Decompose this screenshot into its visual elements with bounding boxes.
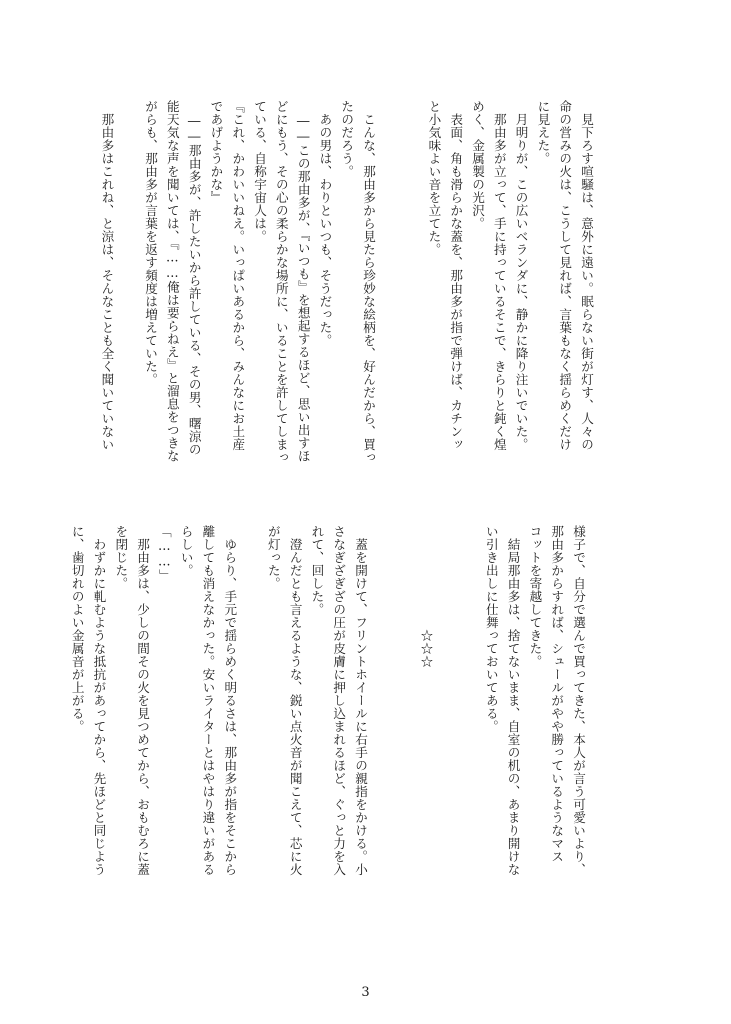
text-line: 澄んだとも言えるような、鋭い点火音が聞こえて、芯に火 — [287, 525, 303, 876]
text-line: 那由多が立って、手に持っているそこで、きらりと鈍く煌 — [491, 100, 507, 451]
text-line — [436, 525, 458, 876]
text-line — [379, 100, 401, 464]
page-number: 3 — [361, 985, 370, 1000]
text-line: わずかに軋むような抵抗があってから、先ほどと同じよう — [91, 525, 107, 876]
text-line: コットを寄越してきた。 — [527, 525, 543, 668]
text-line: 那由多はこれね、と涼は、そんなことも全く聞いていない — [99, 100, 115, 451]
text-line: 結局那由多は、捨てないまま、自室の机の、あまり開けな — [505, 525, 521, 876]
text-line: い引き出しに仕舞っておいてある。 — [483, 525, 499, 733]
text-line: こんな、那由多から見たら珍妙な絵柄を、好んだから、買っ — [361, 100, 377, 464]
text-line: ☆☆☆ — [418, 525, 434, 668]
text-line: たのだろう。 — [339, 100, 355, 178]
text-line: どにもう、その心の柔らかな場所に、いることを許してしまっ — [273, 100, 289, 464]
text-line: が灯った。 — [265, 525, 281, 590]
text-line: あの男は、わりといつも、そうだった。 — [317, 100, 333, 347]
text-line: ている、自称宇宙人は。 — [252, 100, 268, 243]
text-line: 見下ろす喧騒は、意外に遠い。眠らない街が灯す、人々の — [579, 100, 594, 451]
text-line: 命の営みの火は、こうして見れば、言葉もなく揺らめくだけ — [557, 100, 573, 451]
text-block-top — [96, 100, 597, 464]
text-line: 様子で、自分で選んで買ってきた、本人が言う可愛いより、 — [571, 525, 586, 876]
text-line: を閉じた。 — [113, 525, 129, 590]
text-line: さなぎざぎざの圧が皮膚に押し込まれるほど、ぐっと力を入 — [331, 525, 347, 876]
text-block-bottom — [66, 525, 589, 876]
text-line — [458, 525, 480, 876]
text-line: であげようかな』 — [208, 100, 224, 204]
text-line: 那由多は、少しの間その火を見つめてから、おもむろに蓋 — [135, 525, 151, 876]
text-line: ――那由多が、許したいから許している、その男、曙涼の — [186, 100, 202, 456]
text-line: ――この那由多が、『いつも』を想起するほど、思い出すほ — [295, 100, 311, 463]
text-line: がらも、那由多が言葉を返す頻度は増えていた。 — [143, 100, 159, 386]
text-line — [240, 525, 262, 876]
text-line — [117, 100, 139, 464]
text-line: 那由多からすれば、シュールがやや勝っているようなマス — [549, 525, 565, 863]
text-line: と小気味よい音を立てた。 — [426, 100, 442, 256]
text-line: に、歯切れのよい金属音が上がる。 — [69, 525, 85, 733]
text-line: 離しても消えなかった。安いライターとはやはり違いがある — [200, 525, 216, 876]
text-line: 能天気な声を聞いては、『……俺は要らねえ』と溜息をつきな — [164, 100, 180, 463]
text-line — [401, 100, 423, 464]
text-line: に見えた。 — [535, 100, 551, 165]
text-line — [371, 525, 393, 876]
text-line: 蓋を開けて、フリントホイールに右手の親指をかける。小 — [353, 525, 369, 876]
text-line: らしい。 — [178, 525, 194, 577]
text-line: 月明りが、この広いベランダに、静かに降り注いでいた。 — [513, 100, 529, 451]
text-line: ゆらり、手元で揺らめく明るさは、那由多が指をそこから — [222, 525, 238, 876]
text-line: めく、金属製の光沢。 — [470, 100, 486, 230]
text-line: 表面、角も滑らかな蓋を、那由多が指で弾けば、カチンッ — [448, 100, 464, 451]
text-line: 『これ、かわいいねえ。いっぱいあるから、みんなにお土産 — [230, 100, 246, 451]
text-line — [393, 525, 415, 876]
text-line: れて、回した。 — [309, 525, 325, 616]
text-line: 「……」 — [156, 525, 172, 582]
